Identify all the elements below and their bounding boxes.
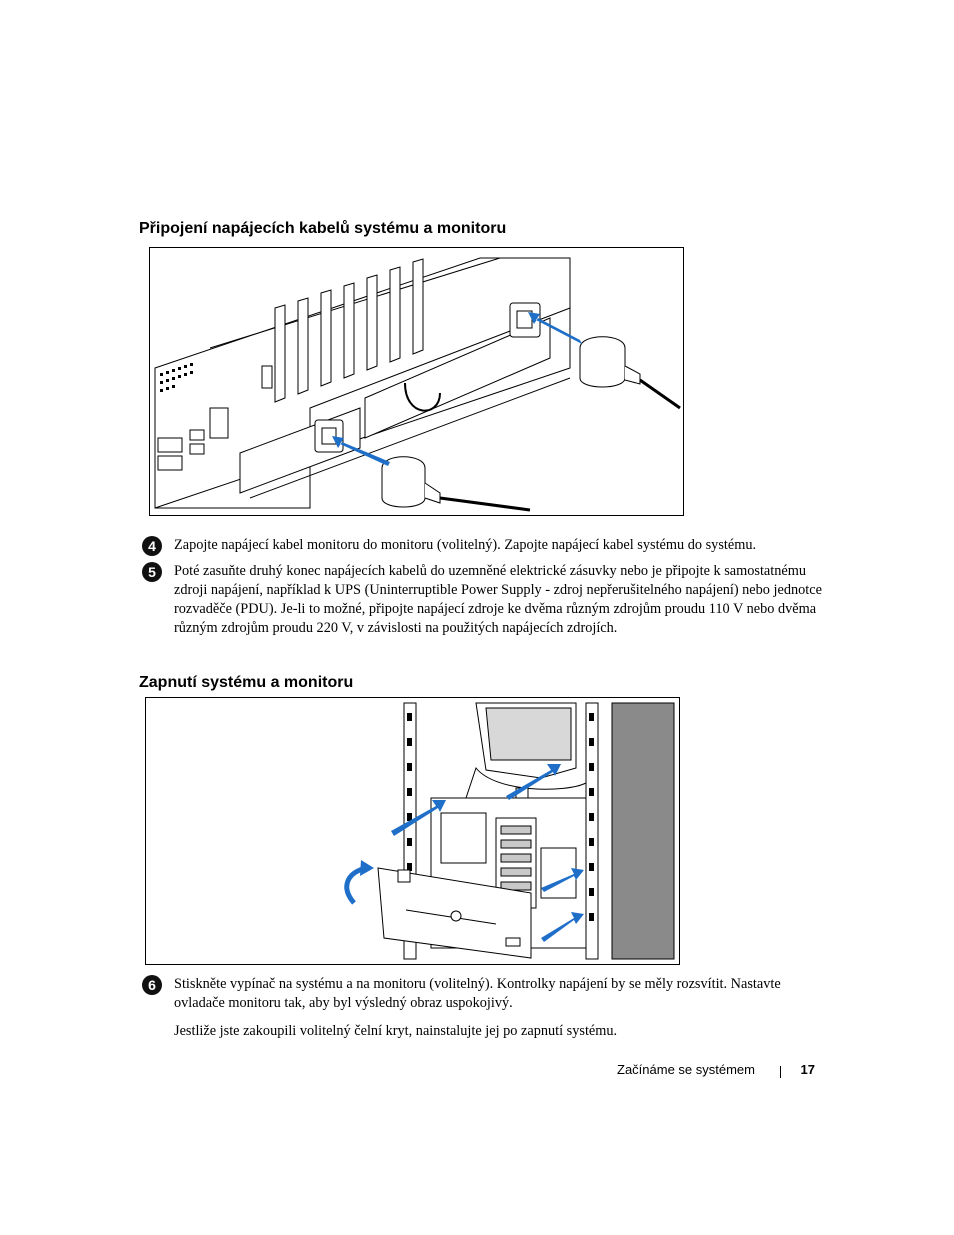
step-text: Poté zasuňte druhý konec napájecích kabelů do uzemněné elektrické zásuvky nebo je připojte k samostatnému zdroji napájení, například k UPS (Uninterruptible Power Supply - zdroj nepřerušitelného napájení) nebo jednotce rozvaděče (PDU). Je-li to možné, připojte napájecí zdroje ke dvěma různým zdrojům proudu 110 V nebo dvěma různým zdrojům proudu 220 V, v závislosti na použitých napájecích zdrojích. [174, 563, 822, 636]
section-heading-power: Připojení napájecích kabelů systému a monitoru [139, 220, 507, 237]
footer-title: Začínáme se systémem [617, 1062, 755, 1077]
step-4 [142, 536, 822, 555]
step-number-badge: 4 [142, 536, 162, 556]
figure-power-cables [149, 247, 684, 516]
page-footer [560, 1062, 815, 1082]
page-number: 17 [800, 1062, 815, 1077]
footer-separator [780, 1066, 781, 1078]
step-5 [142, 562, 822, 638]
step-number-badge: 6 [142, 975, 162, 995]
server-rear-icon [150, 248, 683, 515]
monitor-icon [466, 703, 586, 798]
rack-server-icon [146, 698, 679, 964]
step-number-badge: 5 [142, 562, 162, 582]
figure-power-on [145, 697, 680, 965]
step-6 [142, 975, 822, 1013]
step-text: Stiskněte vypínač na systému a na monitoru (volitelný). Kontrolky napájení by se měly rozsvítit. Nastavte ovladače monitoru tak, aby byl výsledný obraz uspokojivý. [174, 976, 781, 1011]
note-paragraph: Jestliže jste zakoupili volitelný čelní kryt, nainstalujte jej po zapnutí systému. [174, 1023, 618, 1039]
step-text: Zapojte napájecí kabel monitoru do monitoru (volitelný). Zapojte napájecí kabel systému do systému. [174, 537, 757, 553]
section-heading-power-on: Zapnutí systému a monitoru [139, 674, 354, 691]
